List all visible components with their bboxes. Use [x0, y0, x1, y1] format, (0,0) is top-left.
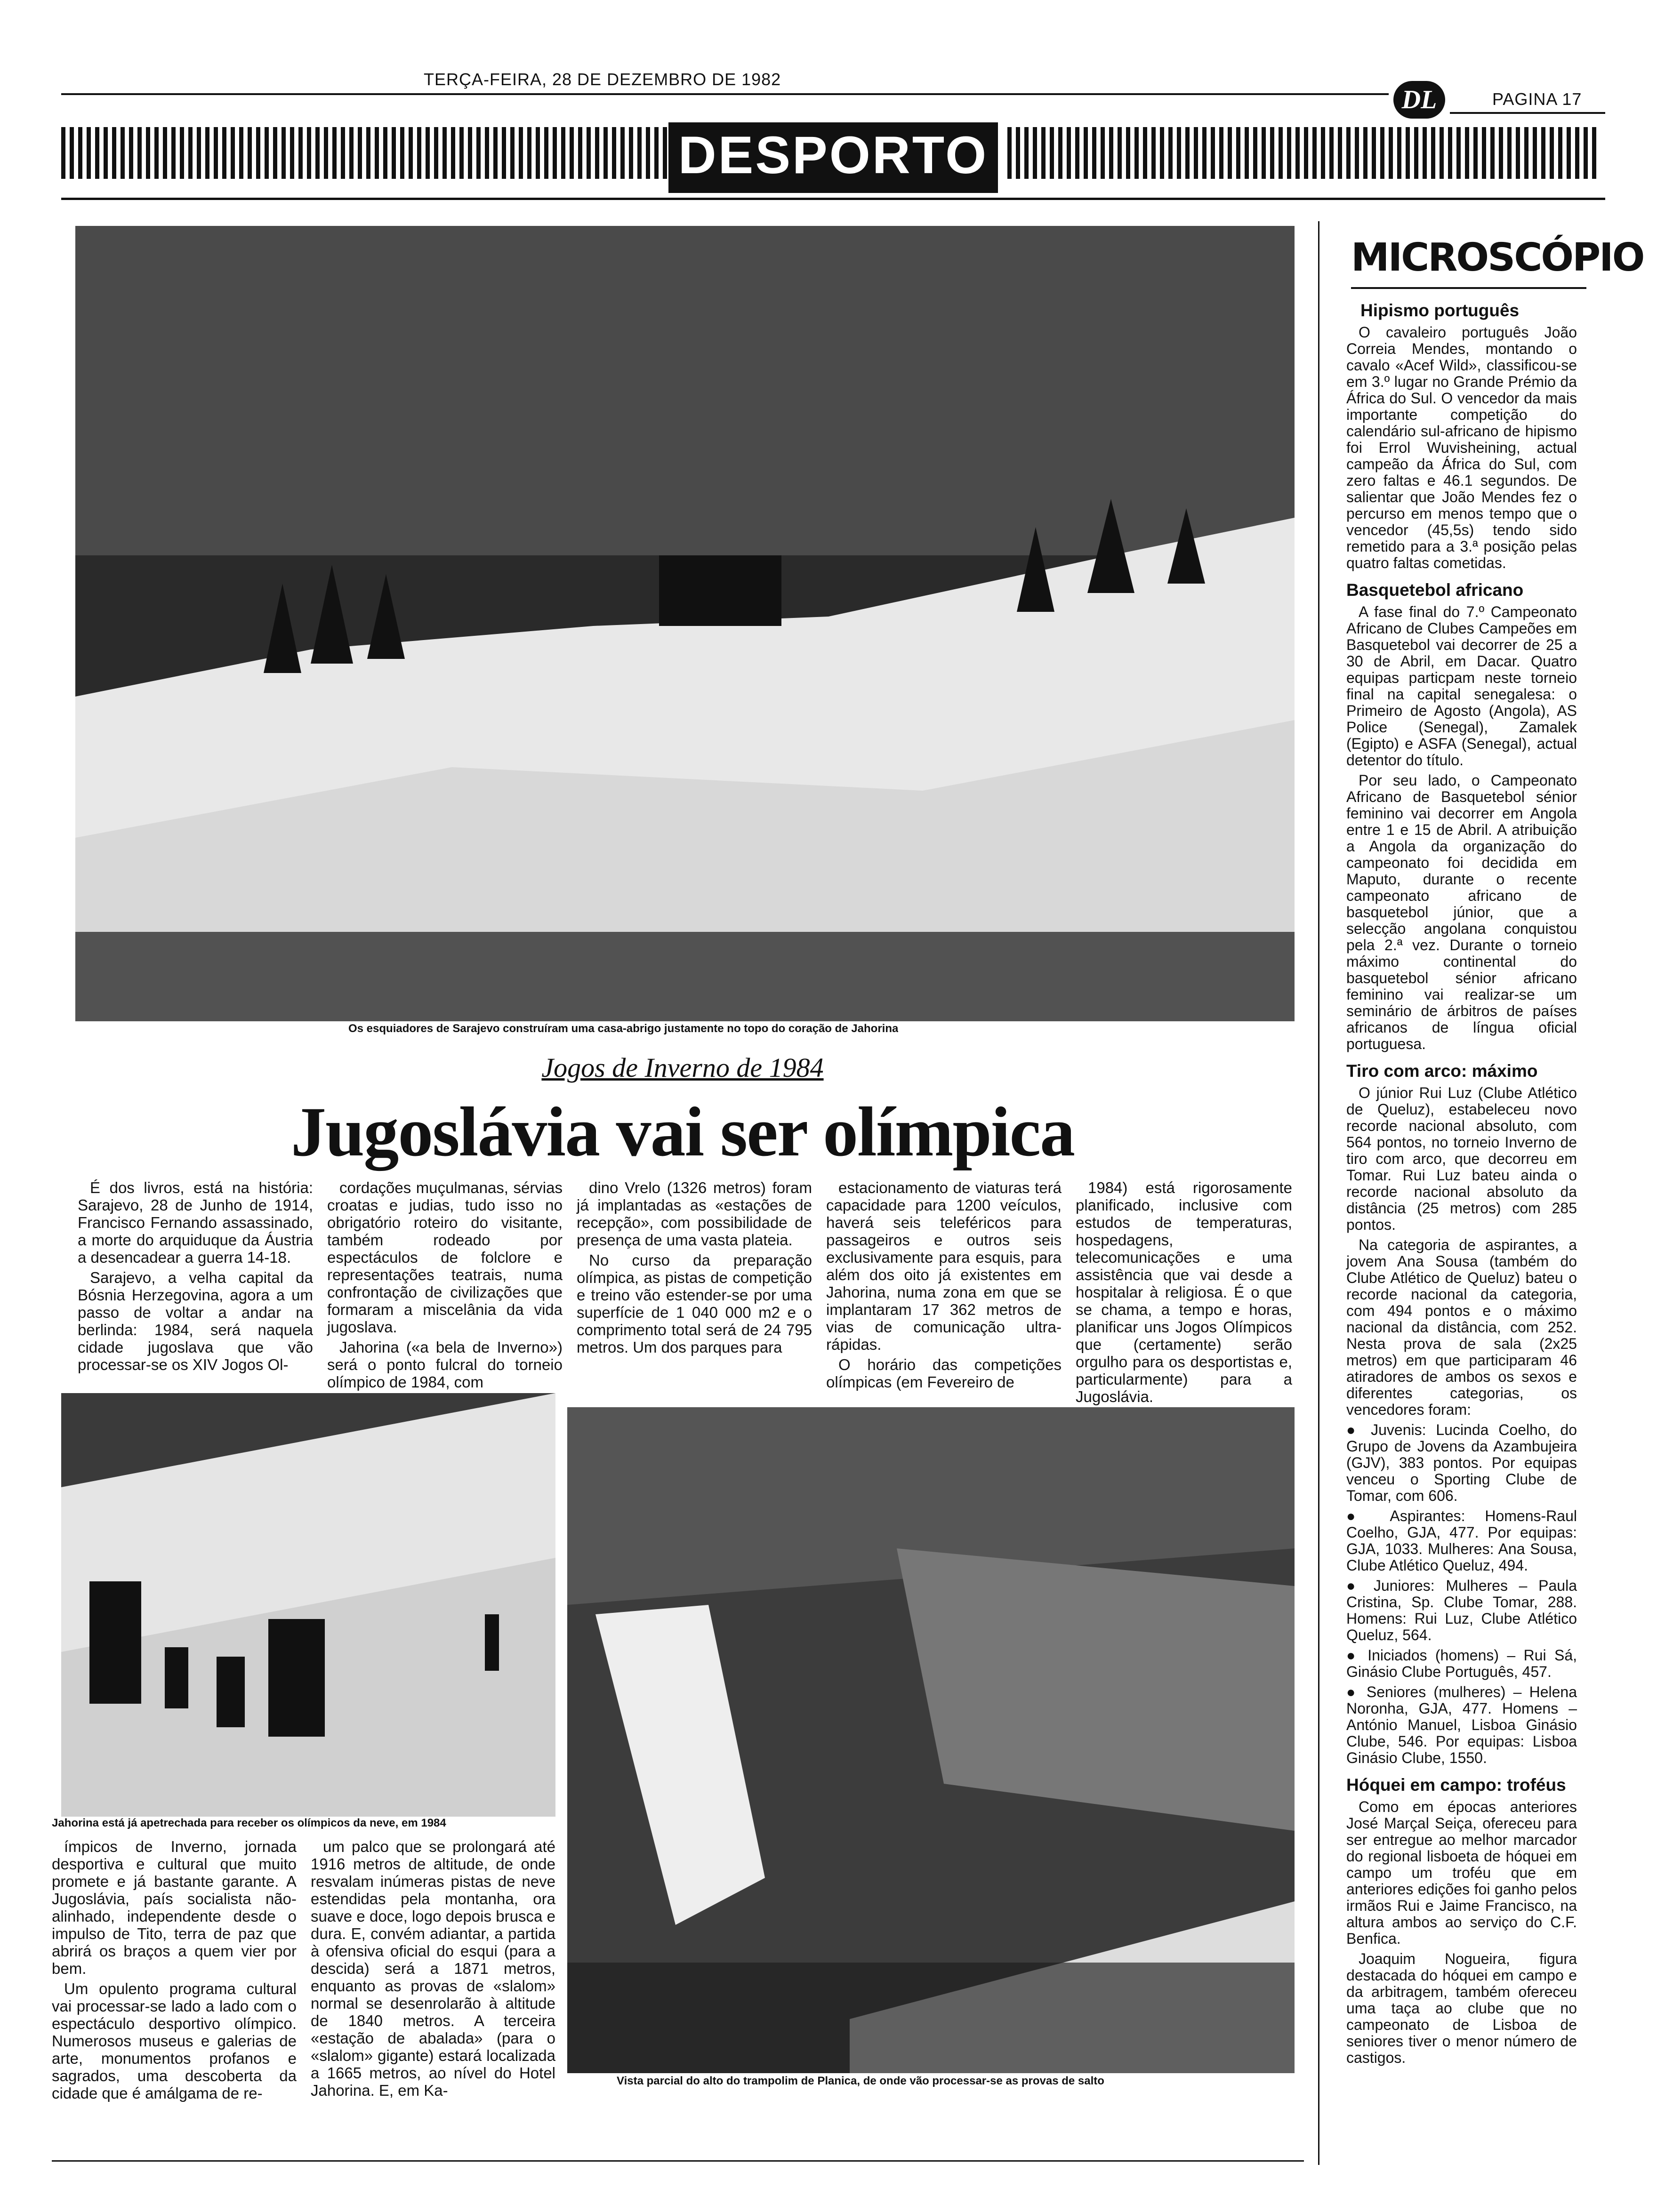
- logo-icon: [1393, 81, 1445, 119]
- paragraph: 1984) está rigorosamente planificado, inclusive com estudos de temperaturas, hospedagens, telecomunicações e uma assistência que vai desde a hospitalar à religiosa. É o que se chama, a tempo e horas, planificar uns Jogos Olímpicos que (certamente) serão orgulho para os desportistas e, particularmente) para a Jugoslávia.: [1076, 1179, 1292, 1405]
- sidebar-divider: [1318, 221, 1319, 2165]
- sidebar-paragraph: O cavaleiro português João Correia Mendes, montando o cavalo «Acef Wild», classificou-se em 3.º lugar no Grande Prémio da África do Sul. O vencedor da mais importante competição do calendário sul-africano de hipismo foi Errol Wuvisheining, actual campeão da África do Sul, com zero faltas e 46.1 segundos. De salientar que João Mendes fez o percurso em menos tempo que o vencedor (45,5s) tendo sido remetido para a 3.ª posição pelas quatro faltas cometidas.: [1346, 324, 1577, 571]
- photo-planica-ski-jump: [567, 1407, 1295, 2073]
- section-banner: DESPORTO: [668, 122, 998, 193]
- paragraph: um palco que se prolongará até 1916 metros de altitude, de onde resvalam inúmeras pistas de neve estendidas pela montanha, ora suave e doce, logo depois brusca e dura. E, convém adiantar, a partida à ofensiva oficial do esqui (para a descida) será a 1871 metros, enquanto as provas de «slalom» normal se desenrolarão à altitude de 1840 metros. A terceira «estação de abalada» (para o «slalom» gigante) estará localizada a 1665 metros, ao nível do Hotel Jahorina. E, em Ka-: [311, 1838, 555, 2099]
- banner-hatch-left: [61, 127, 692, 179]
- logo-letter: DL: [1401, 85, 1437, 114]
- article-headline: Jugoslávia vai ser olímpica: [290, 1093, 1075, 1171]
- sidebar-title: MICROSCÓPIO: [1351, 235, 1644, 280]
- photo-jahorina-skiers: [61, 1393, 555, 1817]
- paragraph: Um opulento programa cultural vai processar-se lado a lado com o espectáculo desportivo olímpico. Numerosos museus e galerias de arte, monumentos profanos e sagrados, uma descoberta da cidade que é amálgama de re-: [52, 1980, 297, 2102]
- sidebar-list-item: ● Seniores (mulheres) – Helena Noronha, GJA, 477. Homens – António Manuel, Lisboa Ginásio Clube, 546. Por equipas: Lisboa Ginásio Clube, 1550.: [1346, 1684, 1577, 1766]
- paragraph: O horário das competições olímpicas (em Fevereiro de: [826, 1356, 1062, 1391]
- sidebar-heading: Tiro com arco: máximo: [1346, 1061, 1538, 1081]
- article-kicker: Jogos de Inverno de 1984: [541, 1052, 824, 1083]
- sidebar-list-item: ● Aspirantes: Homens-Raul Coelho, GJA, 477. Por equipas: GJA, 1033. Mulheres: Ana Sousa, Clube Atlético Queluz, 494.: [1346, 1508, 1577, 1574]
- sidebar-paragraph: Como em épocas anteriores José Marçal Seiça, ofereceu para ser entregue ao melhor marcador do regional lisboeta de hóquei em campo um troféu que em anteriores edições foi ganho pelos irmãos Rui e Jaime Francisco, na altura ambos ao serviço do C.F. Benfica.: [1346, 1798, 1577, 1947]
- sidebar-paragraph: Por seu lado, o Campeonato Africano de Basquetebol sénior feminino vai decorrer em Angola entre 1 e 15 de Abril. A atribuição a Angola da organização do campeonato foi decidida em Maputo, durante o recente campeonato africano de basquetebol júnior, que a selecção angolana conquistou pela 2.ª vez. Durante o torneio máximo continental do basquetebol sénior africano feminino vai realizar-se um seminário de árbitros de países africanos de língua oficial portuguesa.: [1346, 772, 1577, 1052]
- paragraph: Jahorina («a bela de Inverno») será o ponto fulcral do torneio olímpico de 1984, com: [327, 1338, 563, 1391]
- paragraph: cordações muçulmanas, sérvias croatas e judias, tudo isso no obrigatório roteiro do visitante, também rodeado por espectáculos de folclore e representações teatrais, numa confrontação de civilizações que formaram a miscelânia da vida jugoslava.: [327, 1179, 563, 1336]
- sidebar-list-item: ● Juvenis: Lucinda Coelho, do Grupo de Jovens da Azambujeira (GJV), 383 pontos. Por equipas venceu o Sporting Clube de Tomar, com 606.: [1346, 1422, 1577, 1504]
- article-column-1: [78, 1179, 313, 1376]
- paragraph: No curso da preparação olímpica, as pistas de competição e treino vão estender-se por uma superfície de 1 040 000 m2 e o comprimento total será de 24 795 metros. Um dos parques para: [577, 1251, 812, 1356]
- sidebar-title-rule: [1351, 287, 1586, 289]
- sidebar-heading: Basquetebol africano: [1346, 580, 1524, 600]
- paragraph: dino Vrelo (1326 metros) foram já implantadas as «estações de recepção», com possibilidade de presença de uma vasta plateia.: [577, 1179, 812, 1249]
- bottom-rule: [52, 2160, 1304, 2162]
- sidebar-body: [1346, 292, 1577, 2070]
- caption-right-photo: Vista parcial do alto do trampolim de Planica, de onde vão processar-se as provas de salto: [617, 2075, 1104, 2087]
- article-column-2: [327, 1179, 563, 1394]
- caption-left-photo: Jahorina está já apetrechada para receber os olímpicos da neve, em 1984: [52, 1817, 446, 1829]
- paragraph: Sarajevo, a velha capital da Bósnia Herzegovina, agora a um passo de voltar a andar na berlinda: 1984, será naquela cidade jugoslava que vão processar-se os XIV Jogos Ol-: [78, 1269, 313, 1373]
- article-column-3: [577, 1179, 812, 1359]
- sidebar-list-item: ● Iniciados (homens) – Rui Sá, Ginásio Clube Português, 457.: [1346, 1647, 1577, 1680]
- article-lower-column-1: [52, 1838, 297, 2105]
- caption-top-photo: Os esquiadores de Sarajevo construíram uma casa-abrigo justamente no topo do coração de Jahorina: [348, 1022, 899, 1035]
- page-number: PAGINA 17: [1492, 89, 1582, 109]
- date-line: TERÇA-FEIRA, 28 DE DEZEMBRO DE 1982: [424, 70, 781, 89]
- header-rule-right: [1450, 112, 1605, 114]
- paragraph: estacionamento de viaturas terá capacidade para 1200 veículos, haverá seis teleféricos para passageiros e outros seis exclusivamente para esquis, para além dos oito já existentes em Jahorina, numa zona em que se implantaram 17 362 metros de vias de comunicação ultra-rápidas.: [826, 1179, 1062, 1353]
- sidebar-heading: Hóquei em campo: troféus: [1346, 1775, 1566, 1795]
- sidebar-paragraph: O júnior Rui Luz (Clube Atlético de Queluz), estabeleceu novo recorde nacional absoluto, com 564 pontos, no torneio Inverno de tiro com arco, que decorreu em Tomar. Rui Luz bateu ainda o recorde nacional absoluto da distância (25 metros) com 285 pontos.: [1346, 1084, 1577, 1233]
- paragraph: ímpicos de Inverno, jornada desportiva e cultural que muito promete e já bastante garante. A Jugoslávia, país socialista não-alinhado, independente desde o impulso de Tito, terra de paz que abrirá os braços a quem vier por bem.: [52, 1838, 297, 1977]
- article-column-5: [1076, 1179, 1292, 1408]
- sidebar-heading: Hipismo português: [1360, 301, 1520, 320]
- article-lower-column-2: [311, 1838, 555, 2102]
- banner-hatch-right: [1007, 127, 1601, 179]
- article-column-4: [826, 1179, 1062, 1394]
- sidebar-paragraph: Na categoria de aspirantes, a jovem Ana Sousa (também do Clube Atlético de Queluz) bateu o recorde nacional da categoria, com 494 pontos e o máximo nacional da distância, com 252. Nesta prova de sala (2x25 metros) em que participaram 46 atiradores de ambos os sexos e diferentes categorias, os vencedores foram:: [1346, 1236, 1577, 1418]
- header-rule: [61, 93, 1389, 95]
- sidebar-list-item: ● Juniores: Mulheres – Paula Cristina, Sp. Clube Tomar, 288. Homens: Rui Luz, Clube Atlético Queluz, 564.: [1346, 1578, 1577, 1643]
- sidebar-paragraph: A fase final do 7.º Campeonato Africano de Clubes Campeões em Basquetebol vai decorrer de 25 a 30 de Abril, em Dacar. Quatro equipas particpam neste torneio final na capital senegalesa: o Primeiro de Agosto (Angola), AS Police (Senegal), Zamalek (Egipto) e ASFA (Senegal), actual detentor do título.: [1346, 603, 1577, 769]
- paragraph: É dos livros, está na história: Sarajevo, 28 de Junho de 1914, Francisco Fernando assassinado, a morte do arquiduque da Áustria a desencadear a guerra 14-18.: [78, 1179, 313, 1266]
- photo-ski-slope: [75, 226, 1295, 1021]
- banner-rule: [61, 198, 1605, 200]
- sidebar-paragraph: Joaquim Nogueira, figura destacada do hóquei em campo e da arbitragem, também ofereceu uma taça ao clube que no campeonato de Lisboa de seniores tiver o menor número de castigos.: [1346, 1950, 1577, 2066]
